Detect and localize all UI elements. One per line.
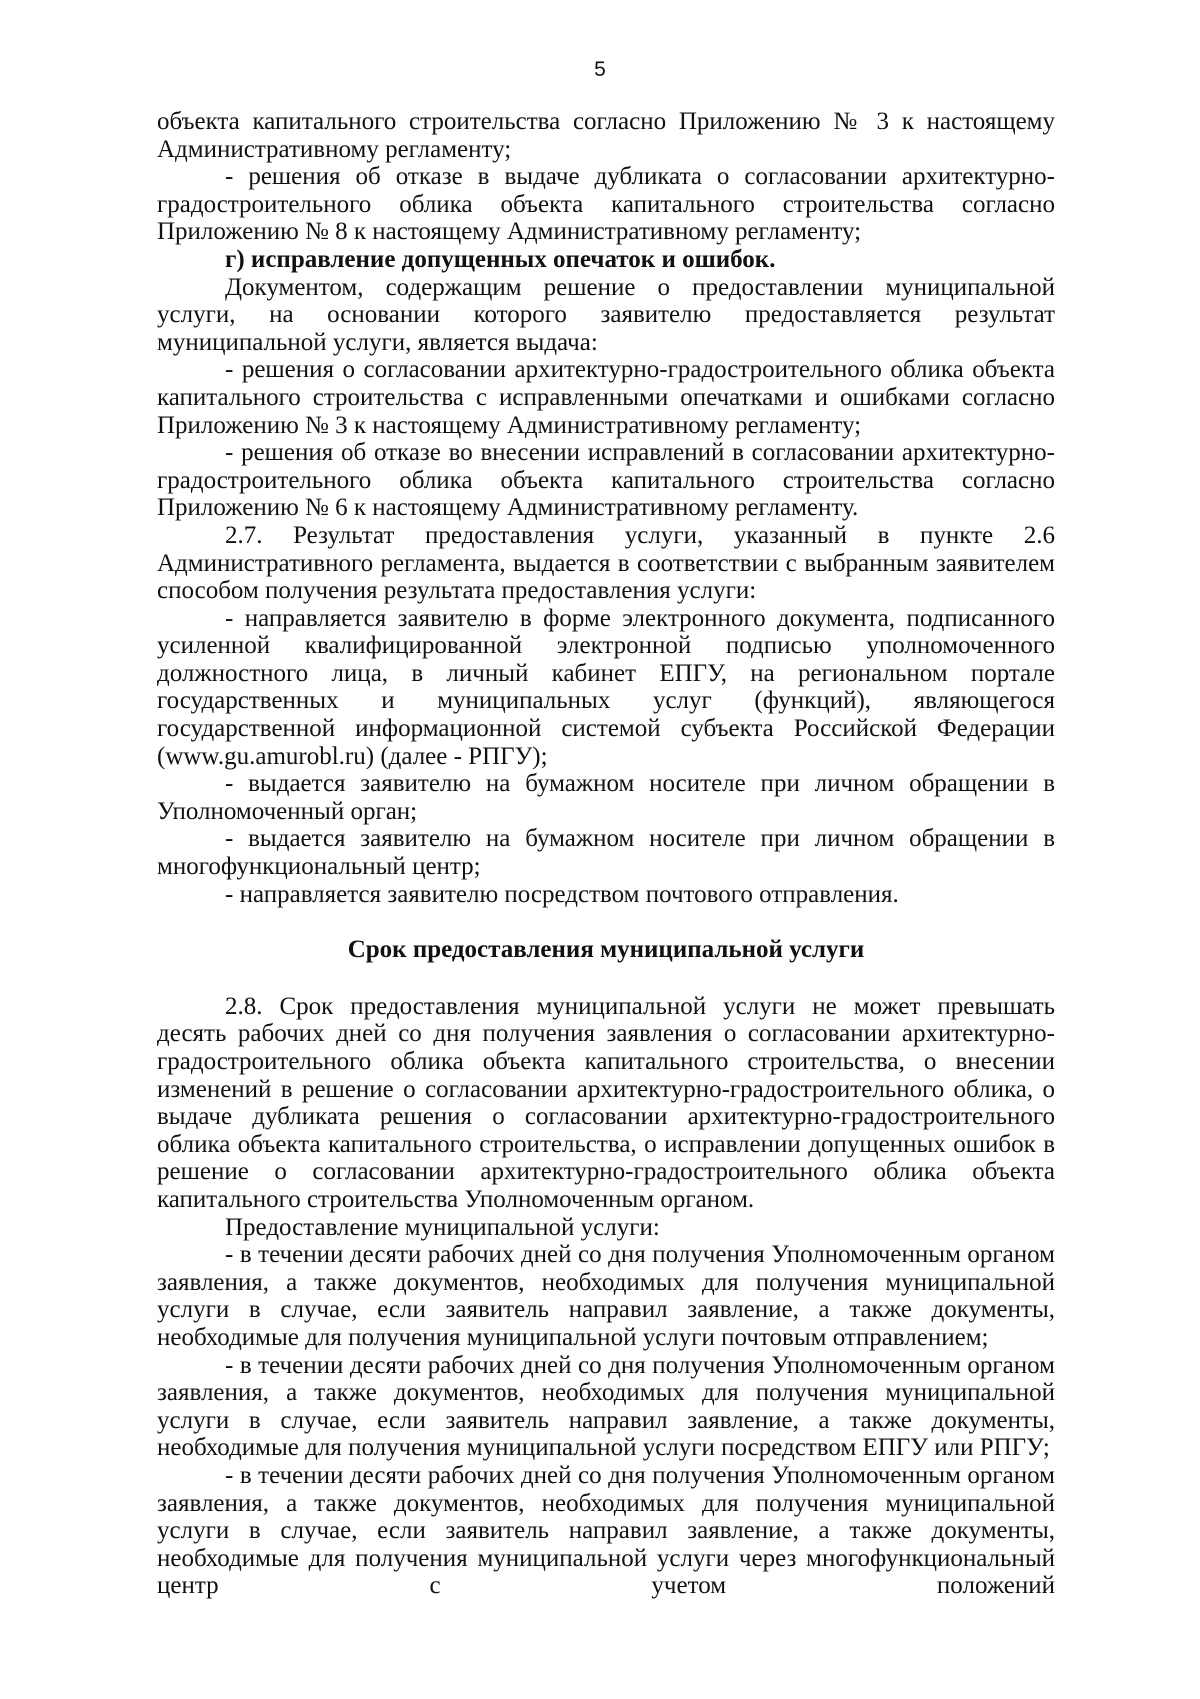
paragraph: 2.7. Результат предоставления услуги, указанный в пункте 2.6 Административного регламента, выдается в соответствии с выбранным заявителем способом получения результата предоставления услуги: <box>157 521 1055 605</box>
list-item: - решения об отказе в выдаче дубликата о согласовании архитектурно-градостроительного облика объекта капитального строительства согласно Приложению № 8 к настоящему Административному регламенту; <box>157 163 1055 246</box>
list-item: - в течении десяти рабочих дней со дня получения Уполномоченным органом заявления, а также документов, необходимых для получения муниципальной услуги в случае, если заявитель направил заявление, а также документы, необходимые для получения муниципальной услуги через многофункциональный центр с учетом положений <box>157 1461 1055 1600</box>
document-body <box>157 108 1055 1600</box>
list-item: - выдается заявителю на бумажном носителе при личном обращении в многофункциональный центр; <box>157 825 1055 881</box>
paragraph: объекта капитального строительства согласно Приложению № 3 к настоящему Административному регламенту; <box>157 108 1055 163</box>
paragraph: Документом, содержащим решение о предоставлении муниципальной услуги, на основании которого заявителю предоставляется результат муниципальной услуги, является выдача: <box>157 273 1055 356</box>
paragraph: 2.8. Срок предоставления муниципальной услуги не может превышать десять рабочих дней со дня получения заявления о согласовании архитектурно-градостроительного облика объекта капитального строительства, о внесении изменений в решение о согласовании архитектурно-градостроительного облика, о выдаче дубликата решения о согласовании архитектурно-градостроительного облика объекта капитального строительства, о исправлении допущенных ошибок в решение о согласовании архитектурно-градостроительного облика объекта капитального строительства Уполномоченным органом. <box>157 992 1055 1213</box>
paragraph: Предоставление муниципальной услуги: <box>225 1213 660 1241</box>
section-heading: Срок предоставления муниципальной услуги <box>347 936 865 964</box>
list-item: - в течении десяти рабочих дней со дня получения Уполномоченным органом заявления, а также документов, необходимых для получения муниципальной услуги в случае, если заявитель направил заявление, а также документы, необходимые для получения муниципальной услуги посредством ЕПГУ или РПГУ; <box>157 1351 1055 1462</box>
list-item: - решения о согласовании архитектурно-градостроительного облика объекта капитального строительства с исправленными опечатками и ошибками согласно Приложению № 3 к настоящему Административному регламенту; <box>157 356 1055 439</box>
list-item: - в течении десяти рабочих дней со дня получения Уполномоченным органом заявления, а также документов, необходимых для получения муниципальной услуги в случае, если заявитель направил заявление, а также документы, необходимые для получения муниципальной услуги почтовым отправлением; <box>157 1241 1055 1351</box>
list-item: - направляется заявителю в форме электронного документа, подписанного усиленной квалифицированной электронной подписью уполномоченного должностного лица, в личный кабинет ЕПГУ, на региональном портале государственных и муниципальных услуг (функций), являющегося государственной информационной системой субъекта Российской Федерации (www.gu.amurobl.ru) (далее - РПГУ); <box>157 604 1055 770</box>
list-item: - решения об отказе во внесении исправлений в согласовании архитектурно-градостроительного облика объекта капитального строительства согласно Приложению № 6 к настоящему Административному регламенту. <box>157 439 1055 522</box>
list-item: - выдается заявителю на бумажном носителе при личном обращении в Уполномоченный орган; <box>157 770 1055 825</box>
list-item: - направляется заявителю посредством почтового отправления. <box>225 880 899 908</box>
subsection-title: г) исправление допущенных опечаток и ошибок. <box>225 245 776 273</box>
page-number: 5 <box>594 58 606 81</box>
